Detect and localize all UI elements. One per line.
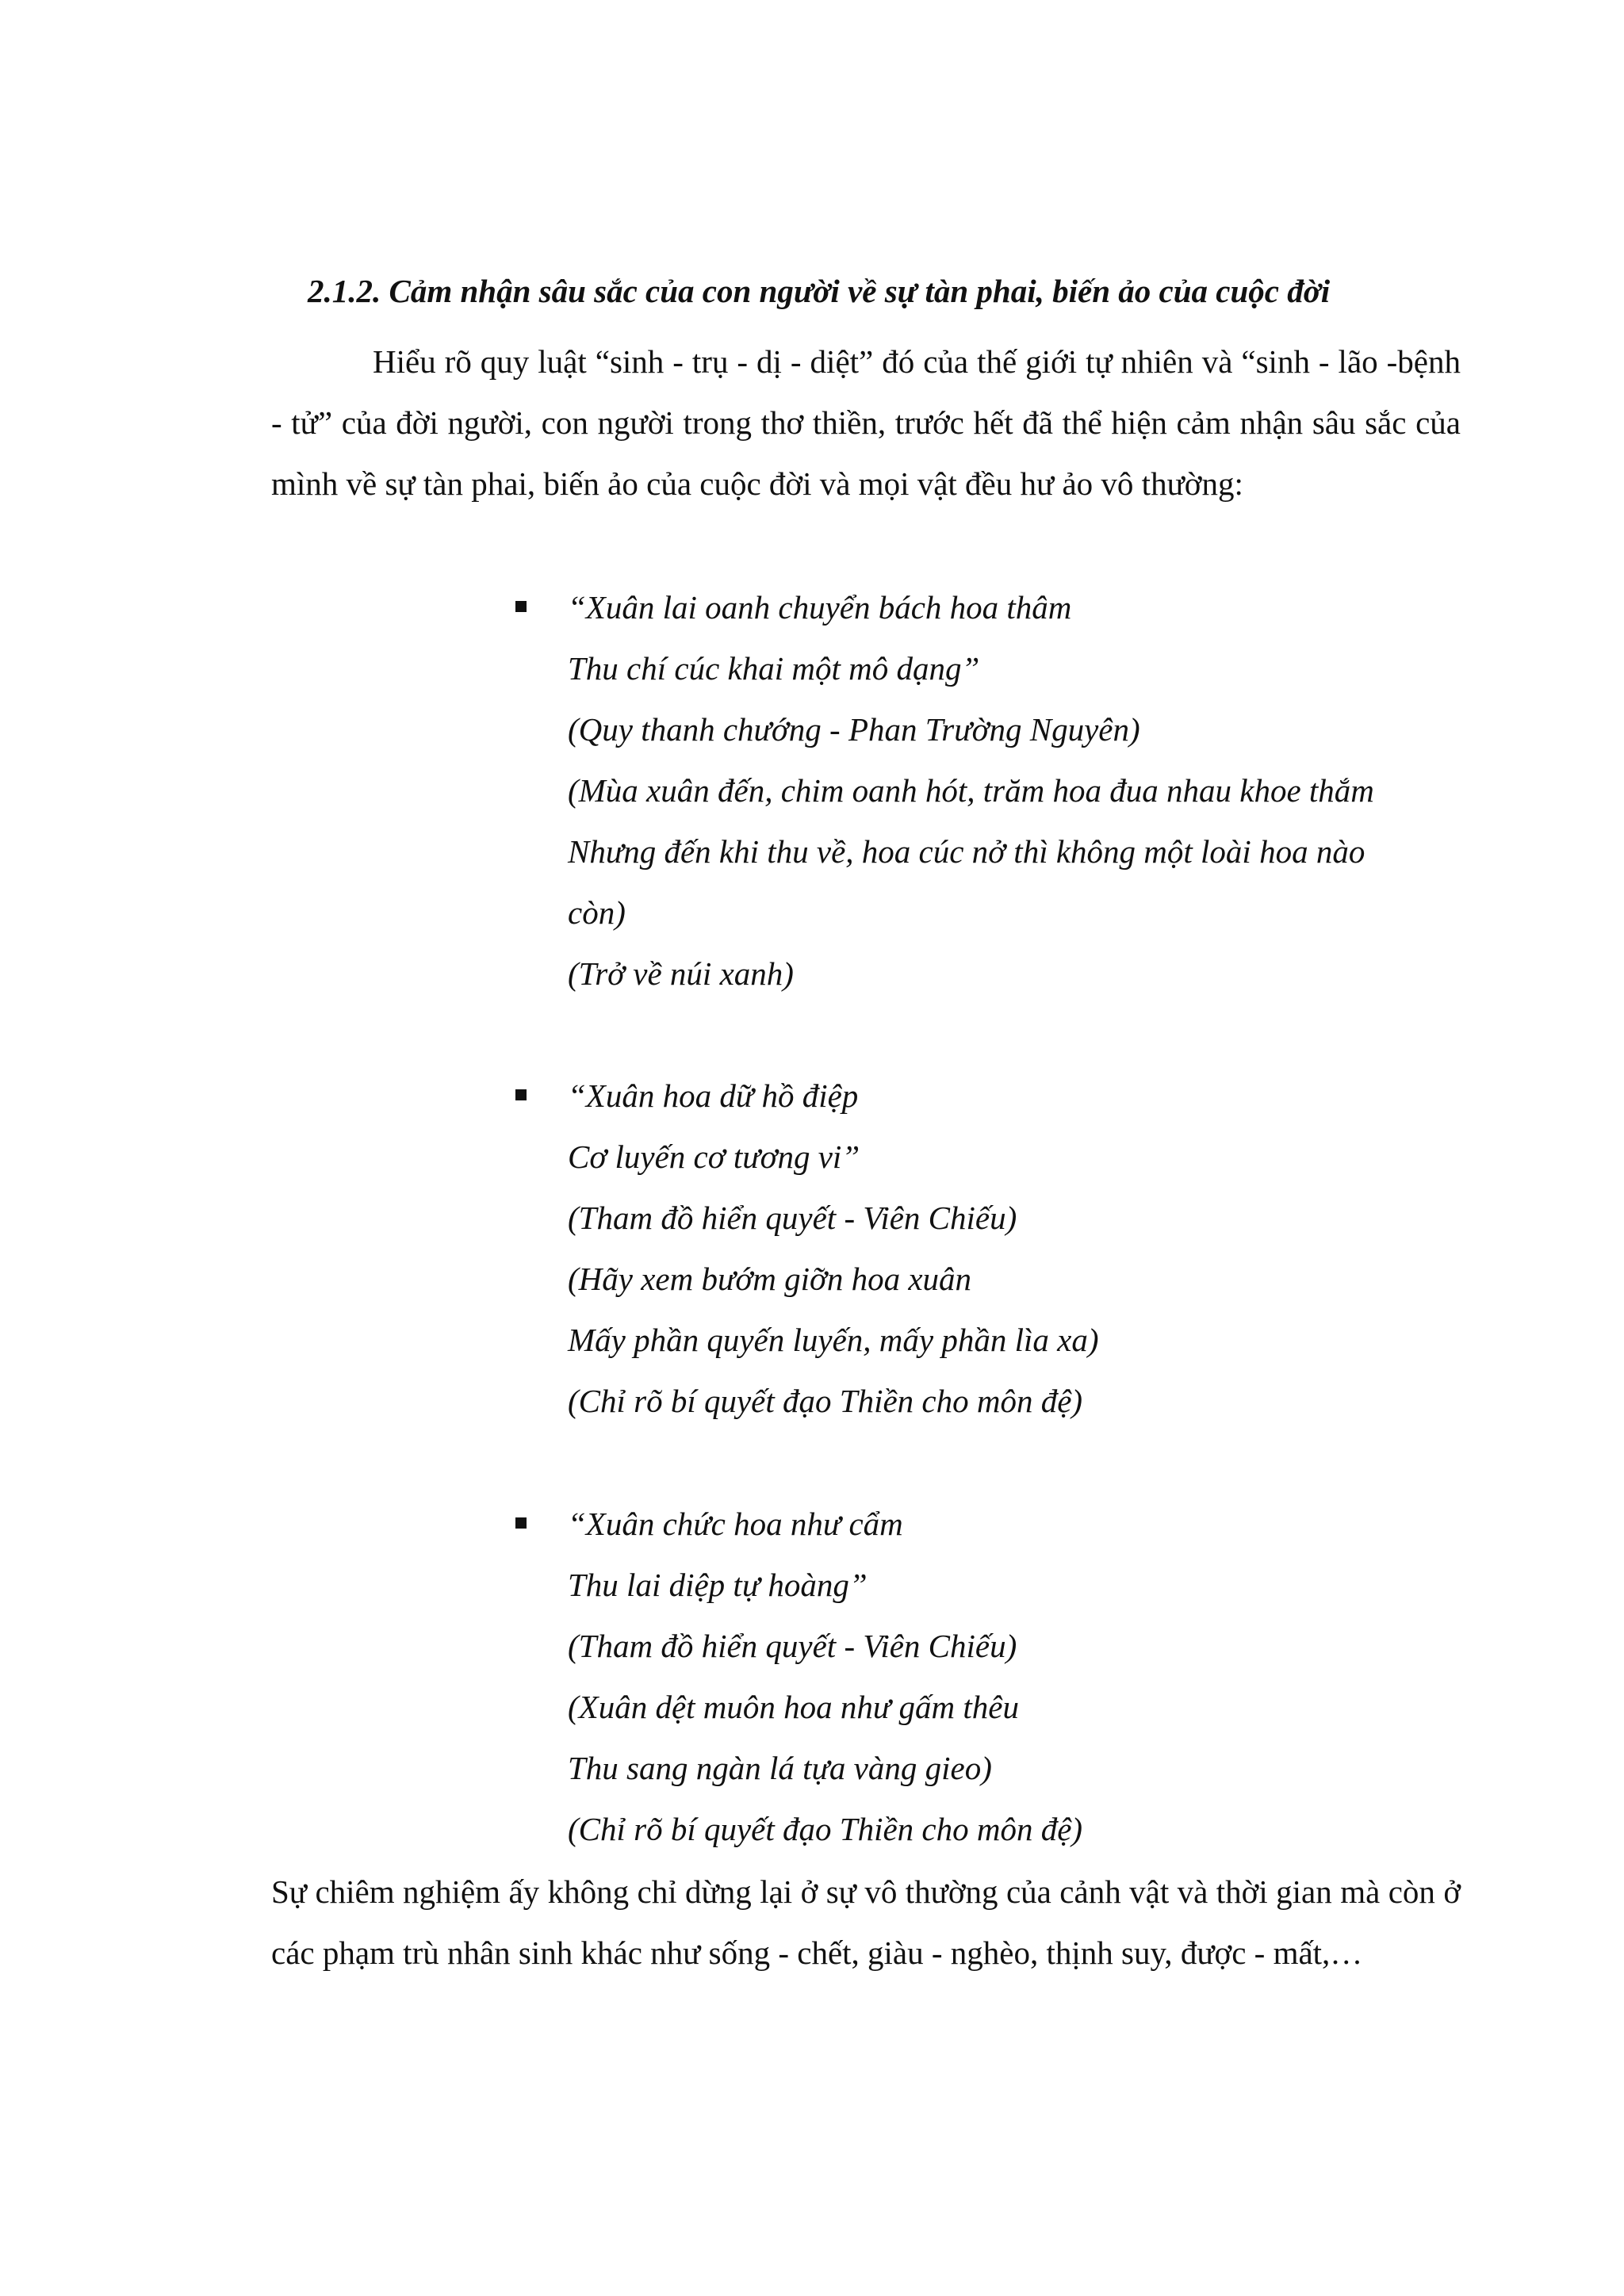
- poem-line: (Mùa xuân đến, chim oanh hót, trăm hoa đua nhau khoe thắm: [568, 772, 1374, 809]
- poem-line: (Tham đồ hiển quyết - Viên Chiếu): [568, 1628, 1017, 1664]
- intro-line: thường:: [1141, 465, 1243, 502]
- poem-line: Mấy phần quyến luyến, mấy phần lìa xa): [568, 1322, 1099, 1358]
- poem-line: (Chỉ rõ bí quyết đạo Thiền cho môn đệ): [568, 1383, 1083, 1419]
- poem-line: (Chỉ rõ bí quyết đạo Thiền cho môn đệ): [568, 1811, 1083, 1847]
- intro-line: sâu sắc của mình về sự tàn phai, biến ảo của cuộc đời và mọi vật đều hư ảo vô: [271, 404, 1461, 502]
- intro-paragraph: [271, 331, 1461, 515]
- poem-line: “Xuân lai oanh chuyển bách hoa thâm: [568, 589, 1072, 626]
- section-heading: 2.1.2. Cảm nhận sâu sắc của con người về sự tàn phai, biến ảo của cuộc đời: [308, 273, 1331, 309]
- poem-line: (Xuân dệt muôn hoa như gấm thêu: [568, 1689, 1019, 1725]
- poem-line: (Tham đồ hiển quyết - Viên Chiếu): [568, 1200, 1017, 1236]
- poem-line: (Hãy xem bướm giỡn hoa xuân: [568, 1261, 972, 1297]
- poem-line: Nhưng đến khi thu về, hoa cúc nở thì không một loài hoa nào: [568, 833, 1365, 870]
- poem-line: Cơ luyến cơ tương vi”: [568, 1138, 860, 1175]
- poem-line: Thu chí cúc khai một mô dạng”: [568, 650, 980, 687]
- closing-line: Sự chiêm nghiệm ấy không chỉ dừng lại ở sự vô thường của cảnh vật và thời gian: [271, 1873, 1341, 1910]
- poem-line: Thu lai diệp tự hoàng”: [568, 1567, 868, 1603]
- closing-line: được - mất,…: [1180, 1934, 1363, 1971]
- poem-line: (Trở về núi xanh): [568, 955, 794, 992]
- square-bullet-icon: [515, 1517, 527, 1529]
- poem-line: “Xuân hoa dữ hồ điệp: [568, 1077, 859, 1114]
- intro-line: -bệnh - tử” của đời người, con người trong thơ thiền, trước hết đã thể hiện cảm nhận: [271, 343, 1461, 441]
- poem-line: còn): [568, 894, 626, 931]
- square-bullet-icon: [515, 1089, 527, 1100]
- square-bullet-icon: [515, 601, 527, 612]
- poem-line: (Quy thanh chướng - Phan Trường Nguyên): [568, 711, 1140, 748]
- closing-line: mà còn ở các phạm trù nhân sinh khác như sống - chết, giàu - nghèo, thịnh suy,: [271, 1873, 1461, 1971]
- intro-line: Hiểu rõ quy luật “sinh - trụ - dị - diệt” đó của thế giới tự nhiên và “sinh - lão: [373, 343, 1387, 380]
- poem-line: “Xuân chức hoa như cẩm: [568, 1506, 903, 1542]
- closing-paragraph: [271, 1862, 1461, 1984]
- poem-line: Thu sang ngàn lá tựa vàng gieo): [568, 1750, 992, 1786]
